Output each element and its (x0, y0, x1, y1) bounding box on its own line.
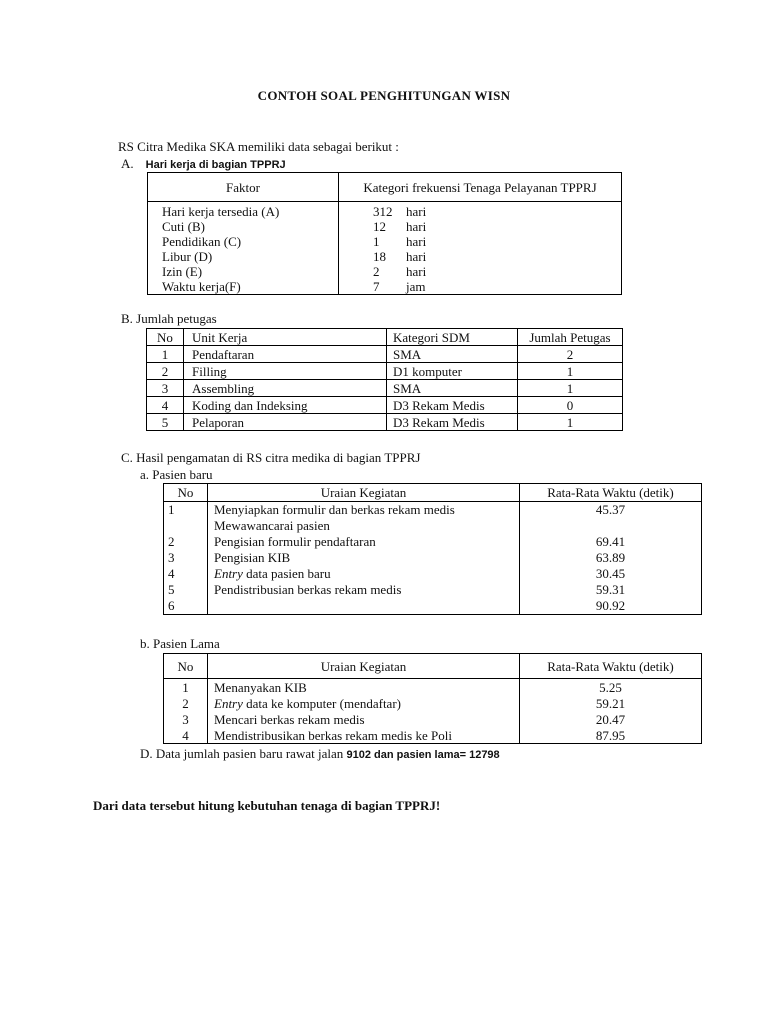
table-row: 3 Pengisian KIB 63.89 (164, 550, 702, 566)
section-d-bold: 9102 dan pasien lama= 12798 (346, 749, 500, 761)
table-row: Mewawancarai pasien (164, 518, 702, 534)
table-header-row: No Unit Kerja Kategori SDM Jumlah Petugas (147, 329, 623, 346)
table-row: Izin (E) 2 hari (148, 264, 622, 279)
table-row: Libur (D) 18 hari (148, 249, 622, 264)
pasien-lama-heading: b. Pasien Lama (140, 636, 220, 651)
section-b-heading: B. Jumlah petugas (121, 311, 217, 326)
section-a-label: Hari kerja di bagian TPPRJ (145, 159, 286, 171)
intro-text: RS Citra Medika SKA memiliki data sebagai berikut : (118, 139, 399, 154)
table-row: Waktu kerja(F) 7 jam (148, 279, 622, 295)
table-header-row: No Uraian Kegiatan Rata-Rata Waktu (detik) (164, 484, 702, 502)
section-c-heading: C. Hasil pengamatan di RS citra medika di bagian TPPRJ (121, 450, 421, 465)
table-row: Pendidikan (C) 1 hari (148, 234, 622, 249)
returning-patient-table (163, 653, 702, 744)
table-row: Hari kerja tersedia (A) 312 hari (148, 202, 622, 220)
table-row: 1 Pendaftaran SMA 2 (147, 346, 623, 363)
table-row: 2 Pengisian formulir pendaftaran 69.41 (164, 534, 702, 550)
table-row: 3 Mencari berkas rekam medis 20.47 (164, 711, 702, 727)
pasien-baru-heading: a. Pasien baru (140, 467, 213, 482)
table-row: 3 Assembling SMA 1 (147, 380, 623, 397)
table-row: 4 Mendistribusikan berkas rekam medis ke Poli 87.95 (164, 727, 702, 744)
section-d-label: D. Data jumlah pasien baru rawat jalan (140, 746, 347, 761)
table-row: 6 90.92 (164, 598, 702, 615)
section-a-marker: A. (121, 156, 134, 171)
page-title: CONTOH SOAL PENGHITUNGAN WISN (257, 88, 511, 103)
final-question: Dari data tersebut hitung kebutuhan tenaga di bagian TPPRJ! (93, 798, 441, 813)
work-days-table (147, 172, 622, 295)
table-header-row (148, 173, 622, 202)
table-row: 5 Pelaporan D3 Rekam Medis 1 (147, 414, 623, 431)
new-patient-table (163, 483, 702, 615)
header-kategori: Kategori frekuensi Tenaga Pelayanan TPPRJ (339, 173, 622, 202)
table-row: 4 Entry data pasien baru 30.45 (164, 566, 702, 582)
table-row: 1 Menyiapkan formulir dan berkas rekam medis 45.37 (164, 502, 702, 519)
table-row: Cuti (B) 12 hari (148, 219, 622, 234)
table-row: 2 Entry data ke komputer (mendaftar) 59.21 (164, 695, 702, 711)
table-row: 4 Koding dan Indeksing D3 Rekam Medis 0 (147, 397, 623, 414)
header-faktor: Faktor (148, 173, 339, 202)
staff-table (146, 328, 623, 431)
table-row: 5 Pendistribusian berkas rekam medis 59.31 (164, 582, 702, 598)
table-row: 1 Menanyakan KIB 5.25 (164, 679, 702, 696)
section-a-heading (121, 155, 286, 173)
section-d-line (140, 746, 500, 762)
table-header-row: No Uraian Kegiatan Rata-Rata Waktu (detik) (164, 654, 702, 679)
table-row: 2 Filling D1 komputer 1 (147, 363, 623, 380)
